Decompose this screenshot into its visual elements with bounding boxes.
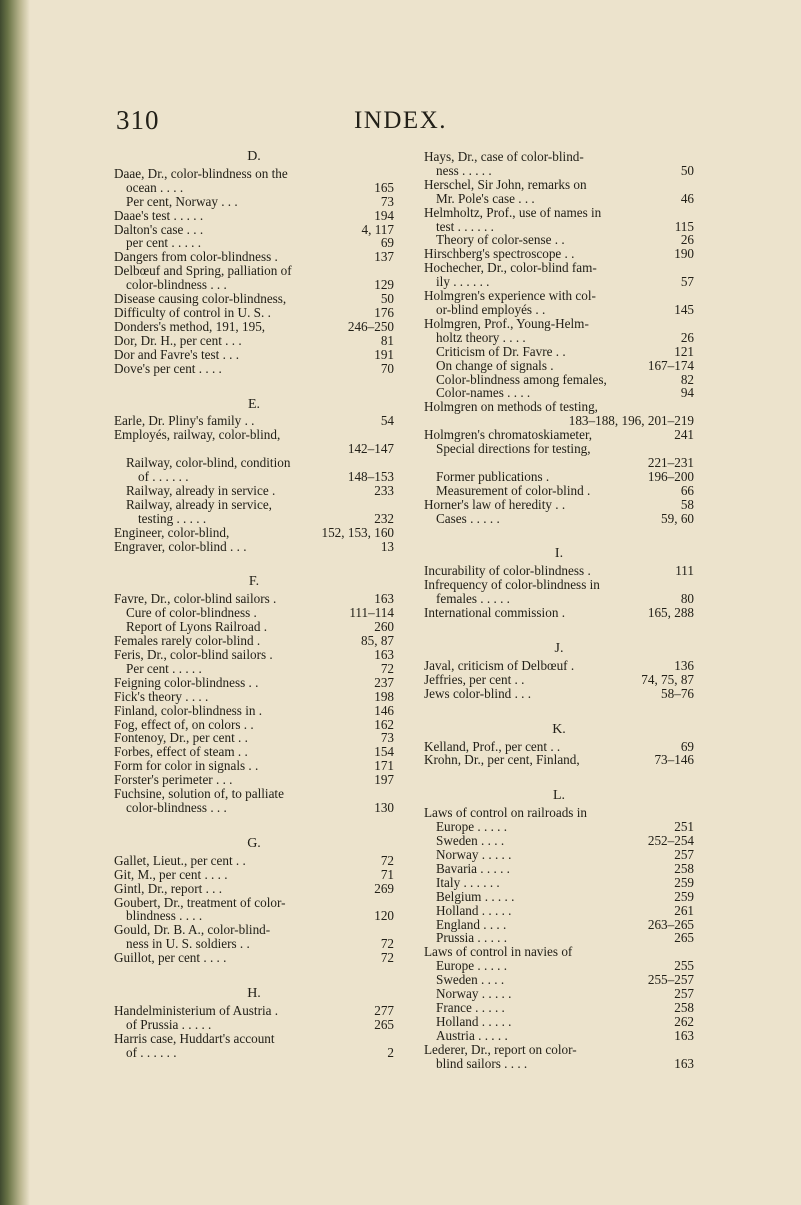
entry-pages: 191	[374, 346, 394, 362]
entry-text: Feigning color-blindness . .	[114, 674, 259, 690]
index-entry	[114, 620, 394, 634]
entry-text: Horner's law of heredity . .	[424, 496, 566, 512]
entry-pages: 74, 75, 87	[641, 671, 694, 687]
index-entry	[114, 484, 394, 498]
entry-text: Dove's per cent . . . .	[114, 360, 222, 376]
index-section	[114, 575, 394, 814]
index-entry	[114, 540, 394, 554]
entry-text: Dor, Dr. H., per cent . . .	[114, 332, 242, 348]
entry-pages: 165, 288	[647, 605, 694, 621]
entry-text: Prussia . . . . .	[436, 930, 508, 946]
entry-text: Bavaria . . . . .	[436, 860, 510, 876]
entry-text: Hays, Dr., case of color-blind- ness . . . . .	[424, 149, 584, 178]
entry-text: Dor and Favre's test . . .	[114, 346, 240, 362]
index-entry	[424, 890, 694, 904]
entry-pages: 148–153	[347, 469, 394, 485]
entry-text: France . . . . .	[436, 999, 505, 1015]
index-section	[114, 150, 394, 376]
index-entry	[424, 1043, 694, 1071]
entry-text: of Prussia . . . . .	[126, 1016, 212, 1032]
entry-text: Holmgren's experience with col- or-blind employés . .	[424, 288, 596, 317]
entry-text: Fog, effect of, on colors . .	[114, 716, 254, 732]
section-letter: H.	[247, 986, 261, 1002]
entry-pages: 129	[374, 277, 394, 293]
entry-pages: 259	[674, 874, 694, 890]
index-entry	[114, 676, 394, 690]
index-entry	[114, 526, 394, 540]
entry-text: Git, M., per cent . . . .	[114, 866, 228, 882]
entry-pages: 85, 87	[361, 633, 394, 649]
index-entry	[424, 673, 694, 687]
section-letter: D.	[247, 149, 261, 164]
entry-pages: 145	[674, 301, 694, 317]
entry-pages: 197	[374, 772, 394, 788]
entry-text: Finland, color-blindness in .	[114, 702, 263, 718]
entry-text: Fontenoy, Dr., per cent . .	[114, 730, 248, 746]
entry-pages: 73	[380, 730, 394, 746]
entry-pages: 111–114	[349, 605, 394, 621]
index-section	[114, 398, 394, 554]
entry-pages: 255–257	[647, 972, 694, 988]
section-letter: J.	[554, 641, 564, 656]
entry-text: Cure of color-blindness .	[126, 605, 257, 621]
index-section	[424, 723, 694, 768]
index-entry	[114, 718, 394, 732]
entry-text: Incurability of color-blindness .	[424, 563, 591, 579]
entry-pages: 73	[380, 193, 394, 209]
entry-pages: 152, 153, 160	[321, 524, 394, 540]
index-entry	[114, 882, 394, 896]
index-entry	[114, 1032, 394, 1060]
entry-pages: 57	[680, 274, 694, 290]
entry-text: per cent . . . . .	[126, 235, 202, 251]
index-entry	[424, 578, 694, 606]
entry-text: Laws of control in navies of Europe . . . . .	[424, 944, 573, 974]
entry-pages: 94	[680, 385, 694, 401]
index-entry	[114, 456, 394, 484]
entry-text: Daae's test . . . . .	[114, 207, 204, 223]
entry-text: Earle, Dr. Pliny's family . .	[114, 413, 255, 429]
index-entry	[114, 606, 394, 620]
index-entry	[424, 359, 694, 373]
index-column-right	[424, 150, 694, 1092]
index-entry	[424, 945, 694, 973]
entry-text: Railway, already in service, testing . . . . .	[126, 496, 272, 526]
entry-pages: 136	[674, 657, 694, 673]
index-section	[424, 789, 694, 1070]
entry-text: Holmgren's chromatoskiameter,	[424, 427, 593, 443]
index-entry	[424, 564, 694, 578]
index-entry	[114, 759, 394, 773]
index-entry	[114, 264, 394, 292]
entry-pages: 154	[374, 744, 394, 760]
section-letter: K.	[552, 721, 566, 737]
index-entry	[424, 512, 694, 526]
entry-text: Sweden . . . .	[436, 972, 505, 988]
index-entry	[424, 753, 694, 767]
index-entry	[424, 289, 694, 317]
index-entry	[424, 345, 694, 359]
entry-text: Hirschberg's spectroscope . .	[424, 246, 575, 262]
index-entry	[424, 428, 694, 442]
index-entry	[114, 923, 394, 951]
entry-text: Norway . . . . .	[436, 986, 512, 1002]
entry-text: Helmholtz, Prof., use of names in test . . . . . .	[424, 204, 602, 234]
index-entry	[424, 470, 694, 484]
index-entry	[424, 931, 694, 945]
entry-pages: 277	[374, 1002, 394, 1018]
entry-pages: 198	[374, 688, 394, 704]
index-entry	[424, 484, 694, 498]
entry-pages: 255	[674, 958, 694, 974]
entry-pages: 163	[674, 1055, 694, 1071]
entry-pages: 269	[374, 880, 394, 896]
entry-pages: 237	[374, 674, 394, 690]
entry-text: Lederer, Dr., report on color- blind sailors . . . .	[424, 1041, 577, 1071]
entry-pages: 190	[674, 246, 694, 262]
entry-pages: 257	[674, 986, 694, 1002]
index-entry	[114, 195, 394, 209]
entry-text: Per cent . . . . .	[126, 660, 202, 676]
index-entry	[424, 317, 694, 345]
index-entry	[114, 662, 394, 676]
entry-text: England . . . .	[436, 916, 507, 932]
entry-text: Sweden . . . .	[436, 833, 505, 849]
section-letter: L.	[552, 788, 566, 804]
entry-text: Holmgren, Prof., Young-Helm- holtz theory . . . .	[424, 315, 589, 345]
entry-text: Gintl, Dr., report . . .	[114, 880, 223, 896]
section-letter: E.	[247, 396, 261, 412]
entry-text: Austria . . . . .	[436, 1027, 508, 1043]
entry-pages: 69	[680, 738, 694, 754]
index-entry	[424, 386, 694, 400]
entry-text: Belgium . . . . .	[436, 888, 515, 904]
entry-pages: 171	[374, 758, 394, 774]
index-column-left	[114, 150, 394, 1082]
index-entry	[424, 233, 694, 247]
entry-pages: 196–200	[647, 468, 694, 484]
entry-text: Report of Lyons Railroad .	[126, 619, 268, 635]
index-entry	[114, 334, 394, 348]
entry-pages: 137	[374, 249, 394, 265]
entry-text: Per cent, Norway . . .	[126, 193, 238, 209]
entry-pages: 59, 60	[661, 510, 694, 526]
entry-text: Krohn, Dr., per cent, Finland,	[424, 752, 580, 768]
entry-pages: 183–188, 196, 201–219	[568, 413, 694, 429]
entry-text: Measurement of color-blind .	[436, 482, 591, 498]
index-entry	[114, 167, 394, 195]
entry-text: International commission .	[424, 605, 566, 621]
index-entry	[424, 973, 694, 987]
index-entry	[424, 862, 694, 876]
index-entry	[424, 178, 694, 206]
index-entry	[114, 348, 394, 362]
entry-text: Hochecher, Dr., color-blind fam- ily . . . . . .	[424, 260, 597, 290]
index-entry	[424, 834, 694, 848]
entry-text: Infrequency of color-blindness in females . . . . .	[424, 577, 600, 607]
entry-pages: 165	[374, 179, 394, 195]
entry-text: Jeffries, per cent . .	[424, 671, 525, 687]
index-entry	[114, 773, 394, 787]
entry-pages: 72	[380, 950, 394, 966]
entry-text: Guillot, per cent . . . .	[114, 950, 227, 966]
index-entry	[424, 848, 694, 862]
index-section	[114, 987, 394, 1060]
entry-text: Former publications .	[436, 468, 550, 484]
entry-pages: 58–76	[661, 685, 694, 701]
index-entry	[114, 428, 394, 456]
index-entry	[114, 704, 394, 718]
entry-text: Holland . . . . .	[436, 902, 512, 918]
entry-text: Difficulty of control in U. S. .	[114, 304, 271, 320]
entry-pages: 194	[374, 207, 394, 223]
entry-text: Engineer, color-blind,	[114, 524, 230, 540]
entry-text: Goubert, Dr., treatment of color- blindness . . . .	[114, 894, 286, 924]
entry-text: Italy . . . . . .	[436, 874, 500, 890]
entry-text: Females rarely color-blind .	[114, 633, 261, 649]
entry-pages: 80	[680, 591, 694, 607]
entry-pages: 162	[374, 716, 394, 732]
index-section	[424, 547, 694, 620]
entry-pages: 163	[674, 1027, 694, 1043]
entry-text: Harris case, Huddart's account of . . . . . .	[114, 1030, 275, 1060]
entry-pages: 258	[674, 860, 694, 876]
entry-pages: 4, 117	[361, 221, 394, 237]
entry-text: Handelministerium of Austria .	[114, 1002, 279, 1018]
index-entry	[424, 904, 694, 918]
entry-pages: 81	[380, 332, 394, 348]
entry-pages: 121	[674, 343, 694, 359]
entry-pages: 13	[380, 538, 394, 554]
index-entry	[114, 731, 394, 745]
entry-pages: 2	[387, 1044, 394, 1060]
index-entry	[114, 292, 394, 306]
entry-pages: 66	[680, 482, 694, 498]
entry-pages: 50	[380, 291, 394, 307]
page-title: INDEX.	[353, 107, 447, 134]
entry-pages: 176	[374, 304, 394, 320]
entry-text: Jews color-blind . . .	[424, 685, 532, 701]
entry-text: Gould, Dr. B. A., color-blind- ness in U. S. soldiers . .	[114, 922, 271, 952]
entry-pages: 146	[374, 702, 394, 718]
entry-text: Dangers from color-blindness .	[114, 249, 278, 265]
entry-pages: 233	[374, 482, 394, 498]
entry-text: Engraver, color-blind . . .	[114, 538, 247, 554]
index-entry	[114, 745, 394, 759]
entry-text: Donders's method, 191, 195,	[114, 318, 266, 334]
index-entry	[114, 223, 394, 237]
entry-text: Form for color in signals . .	[114, 758, 259, 774]
entry-text: Javal, criticism of Delbœuf .	[424, 657, 575, 673]
index-entry	[114, 634, 394, 648]
index-entry	[424, 659, 694, 673]
entry-pages: 265	[374, 1016, 394, 1032]
index-entry	[114, 690, 394, 704]
index-entry	[424, 442, 694, 470]
entry-pages: 82	[680, 371, 694, 387]
entry-text: Fuchsine, solution of, to palliate color-blindness . . .	[114, 786, 284, 815]
entry-text: Norway . . . . .	[436, 846, 512, 862]
entry-pages: 163	[374, 591, 394, 607]
entry-pages: 26	[680, 232, 694, 248]
index-entry	[114, 362, 394, 376]
entry-pages: 73–146	[654, 752, 694, 768]
index-entry	[424, 400, 694, 428]
entry-text: Gallet, Lieut., per cent . .	[114, 852, 246, 868]
entry-pages: 241	[674, 427, 694, 443]
entry-pages: 54	[380, 413, 394, 429]
entry-pages: 261	[674, 902, 694, 918]
entry-pages: 142–147	[347, 441, 394, 457]
index-entry	[114, 854, 394, 868]
entry-pages: 120	[374, 908, 394, 924]
entry-text: Criticism of Dr. Favre . .	[436, 343, 566, 359]
index-section	[424, 642, 694, 701]
entry-text: Herschel, Sir John, remarks on Mr. Pole's case . . .	[424, 176, 587, 206]
entry-pages: 252–254	[647, 833, 694, 849]
entry-text: Kelland, Prof., per cent . .	[424, 738, 561, 754]
entry-pages: 46	[680, 190, 694, 206]
index-entry	[424, 498, 694, 512]
index-entry	[424, 606, 694, 620]
index-entry	[424, 206, 694, 234]
entry-pages: 167–174	[647, 357, 694, 373]
index-entry	[114, 951, 394, 965]
entry-pages: 50	[680, 162, 694, 178]
entry-text: Forbes, effect of steam . .	[114, 744, 248, 760]
index-entry	[114, 592, 394, 606]
index-entry	[114, 414, 394, 428]
index-entry	[424, 876, 694, 890]
entry-pages: 26	[680, 329, 694, 345]
entry-text: Holmgren on methods of testing,	[424, 399, 598, 415]
index-entry	[424, 687, 694, 701]
index-entry	[114, 1004, 394, 1018]
entry-text: Dalton's case . . .	[114, 221, 204, 237]
entry-text: Laws of control on railroads in Europe . . . . .	[424, 805, 587, 835]
index-entry	[424, 1015, 694, 1029]
entry-text: Railway, color-blind, condition of . . . . . .	[126, 455, 291, 485]
entry-pages: 258	[674, 999, 694, 1015]
index-entry	[114, 1018, 394, 1032]
index-entry	[114, 209, 394, 223]
entry-pages: 115	[674, 218, 694, 234]
entry-text: Feris, Dr., color-blind sailors .	[114, 647, 273, 662]
index-entry	[424, 1029, 694, 1043]
entry-pages: 58	[680, 496, 694, 512]
entry-text: Delbœuf and Spring, palliation of color-blindness . . .	[114, 263, 292, 293]
index-entry	[114, 868, 394, 882]
index-entry	[114, 320, 394, 334]
entry-pages: 111	[675, 563, 694, 579]
index-entry	[424, 261, 694, 289]
entry-text: Daae, Dr., color-blindness on the ocean . . . .	[114, 165, 288, 195]
entry-pages: 70	[380, 360, 394, 376]
entry-pages: 71	[380, 866, 394, 882]
entry-pages: 232	[374, 510, 394, 526]
entry-text: Color-names . . . .	[436, 385, 531, 401]
index-entry	[114, 498, 394, 526]
entry-text: Holland . . . . .	[436, 1013, 512, 1029]
entry-text: Disease causing color-blindness,	[114, 291, 287, 307]
entry-text: Employés, railway, color-blind,	[114, 427, 281, 443]
entry-pages: 257	[674, 846, 694, 862]
entry-pages: 221–231	[647, 454, 694, 470]
index-entry	[114, 896, 394, 924]
entry-text: Fick's theory . . . .	[114, 688, 209, 704]
index-entry	[424, 806, 694, 834]
index-section	[114, 837, 394, 965]
entry-text: Forster's perimeter . . .	[114, 772, 233, 788]
index-entry	[424, 918, 694, 932]
entry-text: Special directions for testing,	[436, 441, 591, 457]
index-entry	[424, 1001, 694, 1015]
index-entry	[424, 987, 694, 1001]
entry-text: Theory of color-sense . .	[436, 232, 565, 248]
entry-text: On change of signals .	[436, 357, 554, 373]
entry-pages: 72	[380, 660, 394, 676]
index-entry	[114, 236, 394, 250]
entry-pages: 163	[374, 647, 394, 662]
entry-pages: 251	[674, 819, 694, 835]
entry-pages: 72	[380, 852, 394, 868]
entry-pages: 246–250	[347, 318, 394, 334]
entry-pages: 262	[674, 1013, 694, 1029]
entry-pages: 259	[674, 888, 694, 904]
entry-pages: 130	[374, 799, 394, 815]
section-letter: I.	[554, 546, 564, 562]
index-entry	[424, 247, 694, 261]
index-entry	[114, 648, 394, 662]
entry-pages: 260	[374, 619, 394, 635]
index-entry	[114, 306, 394, 320]
index-section	[424, 150, 694, 525]
section-letter: G.	[247, 835, 261, 851]
entry-text: Favre, Dr., color-blind sailors .	[114, 591, 277, 607]
section-letter: F.	[248, 574, 260, 590]
entry-text: Cases . . . . .	[436, 510, 500, 526]
entry-text: Railway, already in service .	[126, 482, 276, 498]
book-binding-edge	[0, 0, 30, 1205]
index-entry	[114, 250, 394, 264]
index-entry	[114, 787, 394, 815]
index-entry	[424, 740, 694, 754]
index-entry	[424, 150, 694, 178]
index-entry	[424, 373, 694, 387]
entry-pages: 69	[380, 235, 394, 251]
entry-pages: 72	[380, 936, 394, 952]
page-header	[0, 105, 801, 145]
page-number: 310	[116, 105, 160, 135]
entry-pages: 265	[674, 930, 694, 946]
entry-text: Color-blindness among females,	[436, 371, 607, 387]
entry-pages: 263–265	[647, 916, 694, 932]
